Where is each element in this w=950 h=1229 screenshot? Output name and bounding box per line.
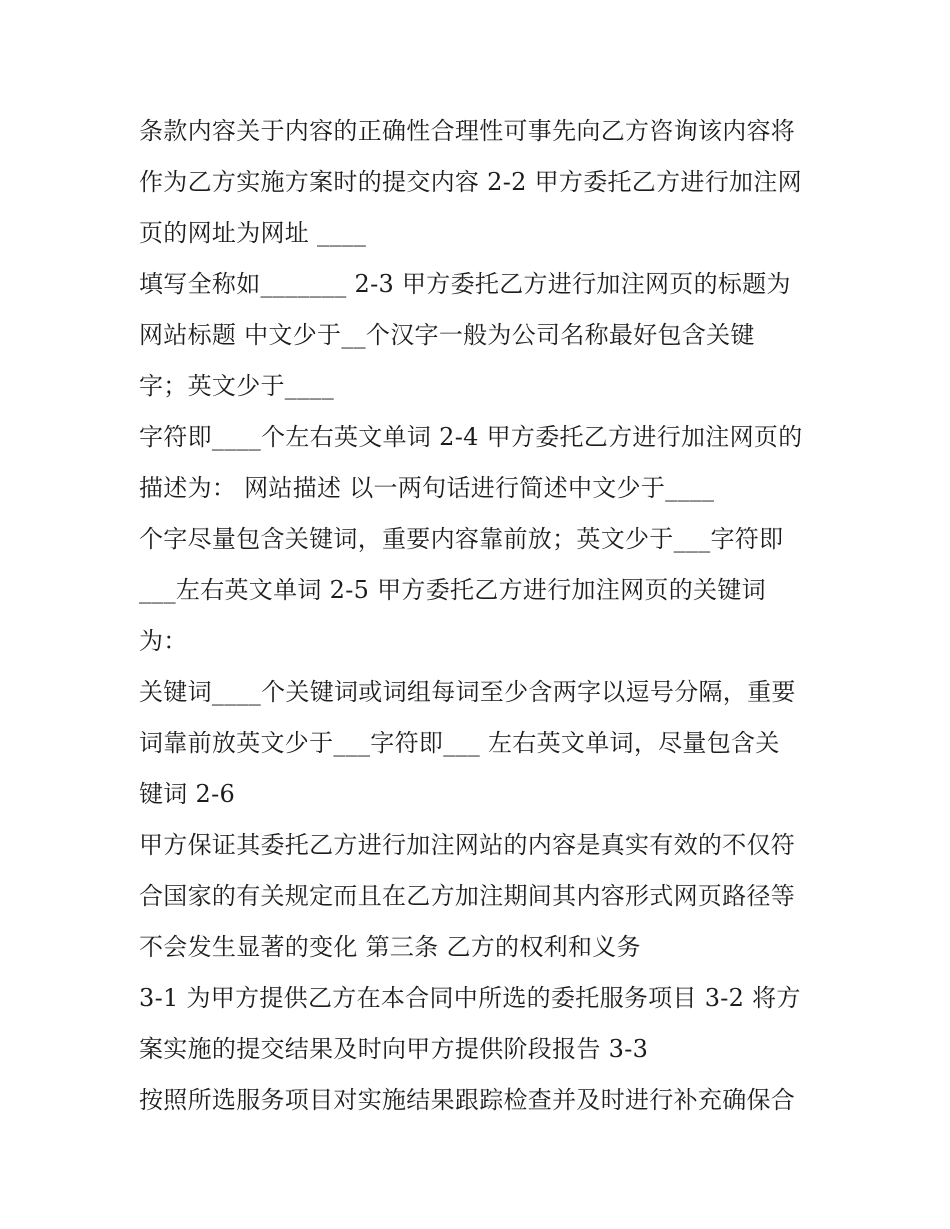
text-line: 个字尽量包含关键词，重要内容靠前放；英文少于___字符即 — [139, 525, 784, 553]
contract-text-block — [139, 106, 829, 1126]
text-line: 填写全称如_______ 2-3 甲方委托乙方进行加注网页的标题为 — [139, 270, 791, 298]
text-line: 关键词____个关键词或词组每词至少含两字以逗号分隔，重要 — [139, 678, 796, 706]
text-line: 3-1 为甲方提供乙方在本合同中所选的委托服务项目 3-2 将方 — [139, 984, 801, 1012]
text-line: 甲方保证其委托乙方进行加注网站的内容是真实有效的不仅符 — [139, 831, 796, 859]
text-line: 作为乙方实施方案时的提交内容 2-2 甲方委托乙方进行加注网 — [139, 168, 802, 196]
text-line: 页的网址为网址 ____ — [139, 219, 367, 247]
text-line: 描述为： 网站描述 以一两句话进行简述中文少于____ — [139, 474, 715, 502]
text-line: 为： — [139, 627, 188, 655]
text-line: 不会发生显著的变化 第三条 乙方的权利和义务 — [139, 933, 641, 961]
text-line: 条款内容关于内容的正确性合理性可事先向乙方咨询该内容将 — [139, 117, 796, 145]
text-line: 按照所选服务项目对实施结果跟踪检查并及时进行补充确保合 — [139, 1086, 796, 1114]
text-line: 键词 2-6 — [139, 780, 236, 808]
text-line: 字符即____个左右英文单词 2-4 甲方委托乙方进行加注网页的 — [139, 423, 803, 451]
text-line: 案实施的提交结果及时向甲方提供阶段报告 3-3 — [139, 1035, 649, 1063]
text-line: 字；英文少于____ — [139, 372, 334, 400]
text-line: ___左右英文单词 2-5 甲方委托乙方进行加注网页的关键词 — [139, 576, 766, 604]
text-line: 合国家的有关规定而且在乙方加注期间其内容形式网页路径等 — [139, 882, 796, 910]
text-line: 网站标题 中文少于__个汉字一般为公司名称最好包含关键 — [139, 321, 755, 349]
text-line: 词靠前放英文少于___字符即___ 左右英文单词，尽量包含关 — [139, 729, 780, 757]
